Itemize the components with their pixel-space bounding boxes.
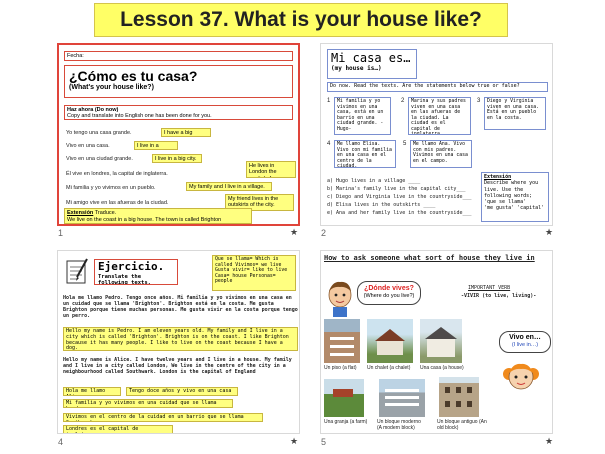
row-es-4: Él vive en londres, la capital de inglaterra.: [66, 171, 168, 177]
slide-thumbnail-4[interactable]: [57, 250, 300, 434]
slide2-extension-box: [481, 172, 549, 222]
text-box-5: Me llamo Ana. Vivo con mis padres. Vivimos en una casa en el campo.: [410, 140, 472, 168]
question-es: ¿Dónde vives?: [364, 285, 414, 292]
slide2-title-box: [327, 49, 417, 79]
row-en-4: He lives in London the: [246, 161, 296, 178]
flat-photo: [324, 319, 360, 363]
row-en-6: My friend lives in the outskirts of the city.: [225, 194, 294, 211]
slide2-title: Mi casa es…: [331, 51, 411, 65]
row-en-3: I live in a big city.: [152, 154, 202, 163]
slide-thumbnail-1[interactable]: [57, 43, 300, 226]
text-box-3: Diego y Virginia viven en una casa. Está en un pueblo en la costa.: [484, 97, 546, 130]
statement-d: d) Elisa lives in the outskirts ____: [327, 202, 436, 208]
text-num-1: 1: [327, 98, 331, 104]
extension-answer: We live on the coast in a big house. The town is called Brighton: [67, 217, 222, 224]
slide-subtitle: (What's your house like?): [69, 84, 154, 92]
vocab-box: Que se llama= Which is called Vivimos= we live Gusta vivir= like to live Casa= house Personas= people: [212, 255, 296, 291]
lesson-title: Lesson 37. What is your house like?: [94, 3, 508, 37]
slide4-title: Ejercicio.: [98, 260, 165, 273]
caption-house: Una casa (a house): [420, 365, 464, 371]
text-box-4: Me llamo Elisa. Vivo con mi familia en una casa en el centro de la ciudad.: [334, 140, 396, 168]
caption-farm: Una granja (a farm): [324, 419, 368, 425]
statement-c: c) Diego and Virginia live in the countryside___: [327, 194, 472, 200]
extension-text: Traduce.: [94, 210, 117, 216]
do-now-text: Copy and translate into English one has been done for you.: [67, 113, 212, 120]
slide-star-icon-1: ★: [290, 227, 299, 237]
statement-e: e) Ana and her family live in the countryside___: [327, 210, 472, 216]
slide-thumbnail-2[interactable]: [320, 43, 553, 226]
slide-number-1: 1: [58, 228, 64, 238]
slide5-title: How to ask someone what sort of house they live in: [324, 254, 535, 262]
extension-box: [64, 208, 252, 224]
slide-number-5: 5: [321, 437, 327, 447]
slide2-extension-text: Describe where you live. Use the following words;: [484, 180, 539, 199]
boy-illustration-icon: [325, 279, 355, 317]
statement-b: b) Marina's family live in the capital city___: [327, 186, 466, 192]
slide-star-icon-4: ★: [290, 436, 299, 446]
text-num-3: 3: [477, 98, 481, 104]
modern-block-photo: [379, 379, 425, 417]
answer-en: (I live in…): [511, 342, 539, 349]
slide2-extension-word2: 'me gusta' 'capital': [484, 205, 545, 212]
row-es-5: Mi familia y yo vivimos en un pueblo.: [66, 185, 156, 191]
row-es-1: Yo tengo una casa grande.: [66, 130, 132, 136]
answer-line-4: Londres es el capital de: [63, 425, 173, 434]
notepad-icon: [65, 257, 91, 285]
house-photo: [420, 319, 462, 363]
do-now-box: [64, 105, 293, 120]
row-en-5: My family and I live in a village.: [186, 182, 272, 191]
extension-label: Extensión: [67, 210, 94, 216]
answer-line-1: Hola me llamo: [63, 387, 121, 396]
date-field: Fecha:: [64, 51, 293, 61]
question-en: (Where do you live?): [363, 293, 415, 300]
slide2-subtitle: (my house is…): [331, 64, 382, 72]
caption-modern-block: Un bloque moderno (A modern block): [377, 419, 421, 431]
slide4-subtitle: Translate the following texts.: [98, 273, 151, 285]
slide-thumbnail-5[interactable]: [320, 250, 553, 434]
slide-number-4: 4: [58, 437, 64, 447]
slide-star-icon-2: ★: [545, 227, 554, 237]
text-num-2: 2: [401, 98, 405, 104]
slide2-instruction: Do now. Read the texts. Are the statements below true or false?: [327, 82, 548, 92]
answer-line-2: Mi familia y yo vivimos en una cuidad que se llama: [63, 399, 233, 408]
slide-title-box: [64, 65, 293, 98]
old-block-photo: [439, 377, 479, 417]
text-num-4: 4: [327, 141, 331, 147]
caption-flat: Un piso (a flat): [324, 365, 357, 371]
row-es-6: Mi amigo vive en las afueras de la ciudad.: [66, 200, 169, 206]
farm-photo: [324, 379, 364, 417]
row-en-1: I have a big: [161, 128, 211, 137]
verb-text: -VIVIR (to live, living)-: [461, 293, 537, 299]
do-now-title: Haz ahora (Do now): [67, 107, 119, 113]
row-en-2: I live in a: [134, 141, 178, 150]
girl-illustration-icon: [503, 359, 539, 395]
caption-chalet: Un chalet (a chalet): [367, 365, 411, 371]
verb-title: IMPORTANT VERB: [468, 285, 511, 291]
slide4-title-box: [94, 259, 178, 285]
slide-number-2: 2: [321, 228, 327, 238]
question-bubble: [357, 281, 421, 305]
paragraph-alice-en: Hello my name is Alice. I have twelve years and I live in a house. My family and I live in a city called London, We live in the centre of the city in a neighbourhood called Southwark. London is the capital of England: [63, 357, 292, 375]
slide2-extension-title: Extensión: [484, 174, 512, 180]
text-box-2: Marina y sus padres viven en una casa en las afueras de la ciudad. La ciudad es el capital de inglaterra.: [408, 97, 471, 135]
answer-line-3: Vivimos en el centro de la cuidad en un barrio que se llama: [63, 413, 263, 422]
slide-star-icon-5: ★: [545, 436, 554, 446]
paragraph-pedro-es: Hola me llamo Pedro. Tengo once años. Mi familia y yo vivimos en una casa en un cuidad que se llama 'Brighton'. Brighton está en la costa. Me gusta Brighton porque tiene muchas personas. Me gusta vivir en la costa porque tengo un perro.: [63, 295, 298, 319]
text-box-1: Mi familia y yo vivimos en una casa, está en un barrio en una ciudad grande. -Hugo-: [334, 97, 391, 135]
row-es-2: Vivo en una casa.: [66, 143, 110, 149]
answer-bubble: [499, 331, 551, 353]
slide-title: ¿Cómo es tu casa?: [69, 68, 198, 84]
answer-line-1b: Tengo doce años y vivo en una casa: [126, 387, 238, 396]
chalet-photo: [367, 319, 413, 363]
row-es-3: Vivo en una ciudad grande.: [66, 156, 133, 162]
paragraph-pedro-en: Hello my name is Pedro. I am eleven years old. My family and I live in a city which is called 'Brighton'. Brighton is on the coast. I like Brighton because it has many people. I like to live on the coast because I have a dog.: [63, 327, 298, 351]
caption-old-block: Un bloque antiguo (An old block): [437, 419, 487, 431]
slide2-extension-word1: 'que se llama': [484, 199, 527, 205]
answer-es: Vivo en…: [509, 334, 541, 341]
text-num-5: 5: [403, 141, 407, 147]
statement-a: a) Hugo lives in a village ____: [327, 178, 421, 184]
